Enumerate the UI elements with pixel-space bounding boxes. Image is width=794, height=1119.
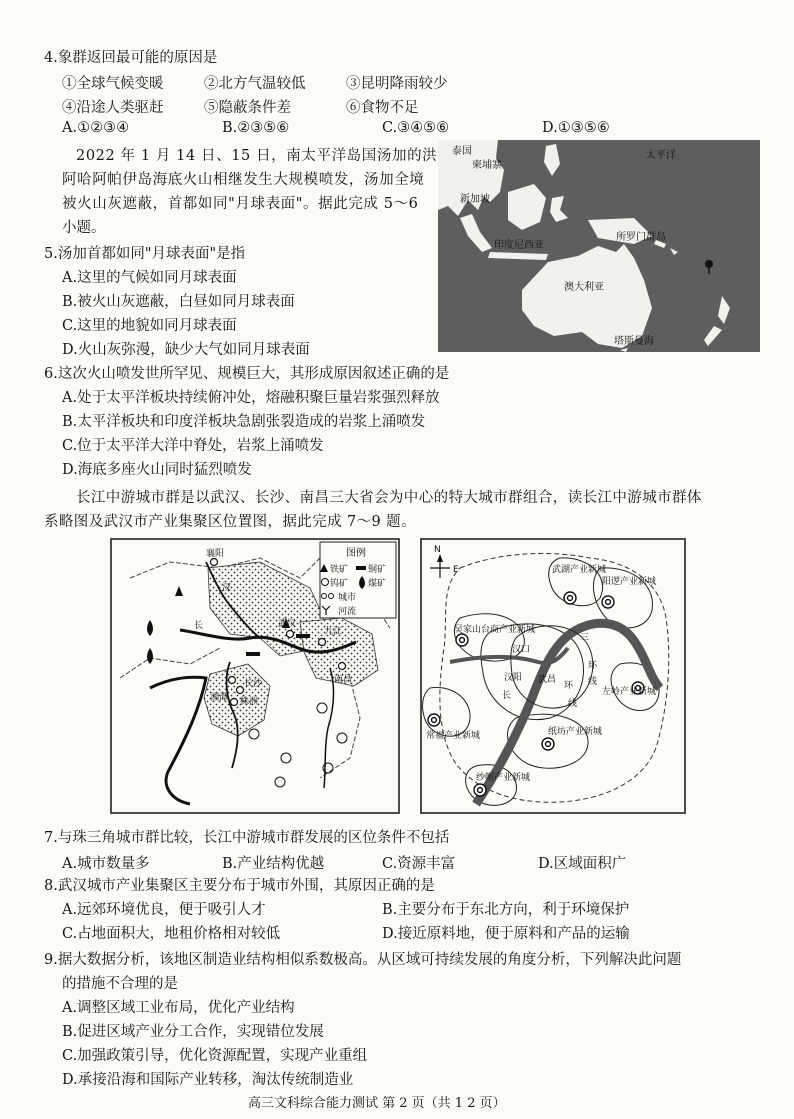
- q5-option-c: C.这里的地貌如同月球表面: [62, 318, 237, 334]
- q4-stem: 4.象群返回最可能的原因是: [44, 50, 218, 66]
- city-wuhan: 武汉: [278, 619, 297, 629]
- ring-label: 线: [568, 699, 578, 709]
- ring-label: 环: [588, 661, 598, 671]
- city-nanchang: 南昌: [334, 675, 353, 685]
- area-hankou: 汉口: [512, 645, 531, 655]
- label-solomon: 所罗门群岛: [616, 232, 666, 243]
- label-australia: 澳大利亚: [564, 282, 604, 293]
- legend-copper: 铜矿: [368, 565, 387, 575]
- q9-stem: 9.据大数据分析，该地区制造业结构相似系数极高。从区域可持续发展的角度分析，下列解决此问题: [44, 952, 682, 968]
- q7-option-d: D.区域面积广: [538, 856, 627, 872]
- legend-city: 城市: [338, 593, 357, 603]
- zone-zhifang: 纸坊产业新城: [548, 727, 603, 737]
- q8-option-c: C.占地面积大，地租价格相对较低: [62, 926, 281, 942]
- q8-option-d: D.接近原料地，便于原料和产品的运输: [382, 926, 630, 942]
- q8-option-a: A.远郊环境优良，便于吸引人才: [62, 902, 266, 918]
- city-xiangtan: 湘潭: [210, 693, 229, 703]
- q9-option-b: B.促进区域产业分工合作，实现错位发展: [62, 1024, 324, 1040]
- label-pacific: 太平洋: [646, 150, 676, 161]
- city-jiujiang: 九江: [324, 627, 343, 637]
- label-chang: 长: [194, 621, 204, 631]
- legend-tungsten: 钨矿: [330, 579, 349, 589]
- zone-zuoling: 左岭产业新城: [602, 687, 657, 697]
- city-zhuzhou: 株洲: [240, 697, 259, 707]
- q4-option-b: B.②③⑤⑥: [222, 120, 290, 136]
- q6-option-c: C.位于太平洋大洋中脊处，岩浆上涌喷发: [62, 438, 324, 454]
- zone-shamao: 纱帽产业新城: [476, 773, 531, 783]
- q7-stem: 7.与珠三角城市群比较，长江中游城市群发展的区位条件不包括: [44, 830, 450, 846]
- q9-option-c: C.加强政策引导，优化资源配置，实现产业重组: [62, 1048, 368, 1064]
- q5-option-d: D.火山灰弥漫，缺少大气如同月球表面: [62, 342, 310, 358]
- q4-option-d: D.①③⑤⑥: [542, 120, 610, 136]
- q8-stem: 8.武汉城市产业集聚区主要分布于城市外围，其原因正确的是: [44, 878, 435, 894]
- legend-river: 河流: [338, 607, 357, 617]
- q4-option-a: A.①②③④: [62, 120, 130, 136]
- q5-option-b: B.被火山灰遮蔽，白昼如同月球表面: [62, 294, 295, 310]
- city-xiangyang: 襄阳: [206, 549, 225, 559]
- q9-stem-cont: 的措施不合理的是: [62, 976, 178, 992]
- ring-label: 线: [588, 677, 598, 687]
- legend-coal: 煤矿: [368, 579, 387, 589]
- label-han: 汉: [222, 583, 232, 593]
- ring-label: 三: [580, 633, 590, 643]
- area-hanyang: 汉阳: [504, 673, 523, 683]
- label-cambodia: 柬埔寨: [472, 160, 502, 171]
- q4-item: ⑥食物不足: [346, 100, 419, 116]
- label-singapore: 新加坡: [460, 194, 490, 205]
- page-footer: 高三文科综合能力测试 第 2 页（共 1 2 页）: [248, 1096, 506, 1111]
- compass-north: N: [434, 545, 441, 555]
- intro1-line: 小题。: [62, 220, 106, 236]
- q4-items-row1: [62, 72, 448, 93]
- q7-options: [62, 852, 626, 873]
- q9-option-d: D.承接沿海和国际产业转移，淘汰传统制造业: [62, 1072, 354, 1088]
- label-tasman: 塔斯曼海: [614, 336, 654, 347]
- area-wuchang: 武昌: [538, 675, 557, 685]
- ring-label: 环: [564, 681, 574, 691]
- q4-item: ⑤隐蔽条件差: [204, 100, 291, 116]
- intro2-line: 长江中游城市群是以武汉、长沙、南昌三大省会为中心的特大城市群组合，读长江中游城市群体: [76, 490, 702, 506]
- intro1-line: 阿哈阿帕伊岛海底火山相继发生大规模喷发，汤加全境: [62, 172, 425, 188]
- oceania-map: [438, 140, 760, 352]
- zone-wujiashan: 吴家山台商产业新城: [454, 625, 536, 635]
- q7-option-a: A.城市数量多: [62, 856, 150, 872]
- q4-item: ④沿途人类驱赶: [62, 100, 164, 116]
- zone-wuhu: 武湖产业新城: [552, 565, 607, 575]
- q4-item: ③昆明降雨较少: [346, 76, 448, 92]
- q6-option-b: B.太平洋板块和印度洋板块急剧张裂造成的岩浆上涌喷发: [62, 414, 426, 430]
- q6-option-a: A.处于太平洋板块持续俯冲处，熔融积聚巨量岩浆强烈释放: [62, 390, 440, 406]
- q5-stem: 5.汤加首都如同"月球表面"是指: [44, 246, 246, 262]
- city-changsha: 长沙: [244, 679, 263, 689]
- q4-item: ②北方气温较低: [204, 76, 306, 92]
- zone-changfu: 常福产业新城: [426, 731, 481, 741]
- q7-option-c: C.资源丰富: [382, 856, 456, 872]
- q6-stem: 6.这次火山喷发世所罕见、规模巨大，其形成原因叙述正确的是: [44, 366, 450, 382]
- intro1-line: 被火山灰遮蔽，首都如同"月球表面"。据此完成 5～6: [62, 196, 419, 212]
- intro2-line: 系略图及武汉市产业集聚区位置图，据此完成 7～9 题。: [44, 514, 416, 530]
- q4-item: ①全球气候变暖: [62, 76, 164, 92]
- q9-option-a: A.调整区域工业布局，优化产业结构: [62, 1000, 295, 1016]
- compass-east: E: [453, 565, 459, 575]
- q6-option-d: D.海底多座火山同时猛烈喷发: [62, 462, 252, 478]
- legend-iron: 铁矿: [330, 565, 349, 575]
- q4-items-row2: [62, 96, 419, 117]
- q7-option-b: B.产业结构优越: [222, 856, 325, 872]
- intro1-line: 2022 年 1 月 14 日、15 日，南太平洋岛国汤加的洪: [76, 148, 438, 164]
- label-indonesia: 印度尼西亚: [494, 240, 544, 251]
- river-chang: 长: [502, 691, 512, 701]
- q8-option-b: B.主要分布于东北方向，利于环境保护: [382, 902, 630, 918]
- q5-option-a: A.这里的气候如同月球表面: [62, 270, 237, 286]
- q4-option-c: C.③④⑤⑥: [382, 120, 450, 136]
- legend-title: 图例: [346, 548, 366, 559]
- q4-options: [62, 120, 610, 136]
- label-thailand: 泰国: [452, 146, 472, 157]
- wuhan-industry-map: [420, 538, 686, 814]
- zone-yangluo: 阳逻产业新城: [602, 577, 657, 587]
- city-group-map: [110, 538, 400, 814]
